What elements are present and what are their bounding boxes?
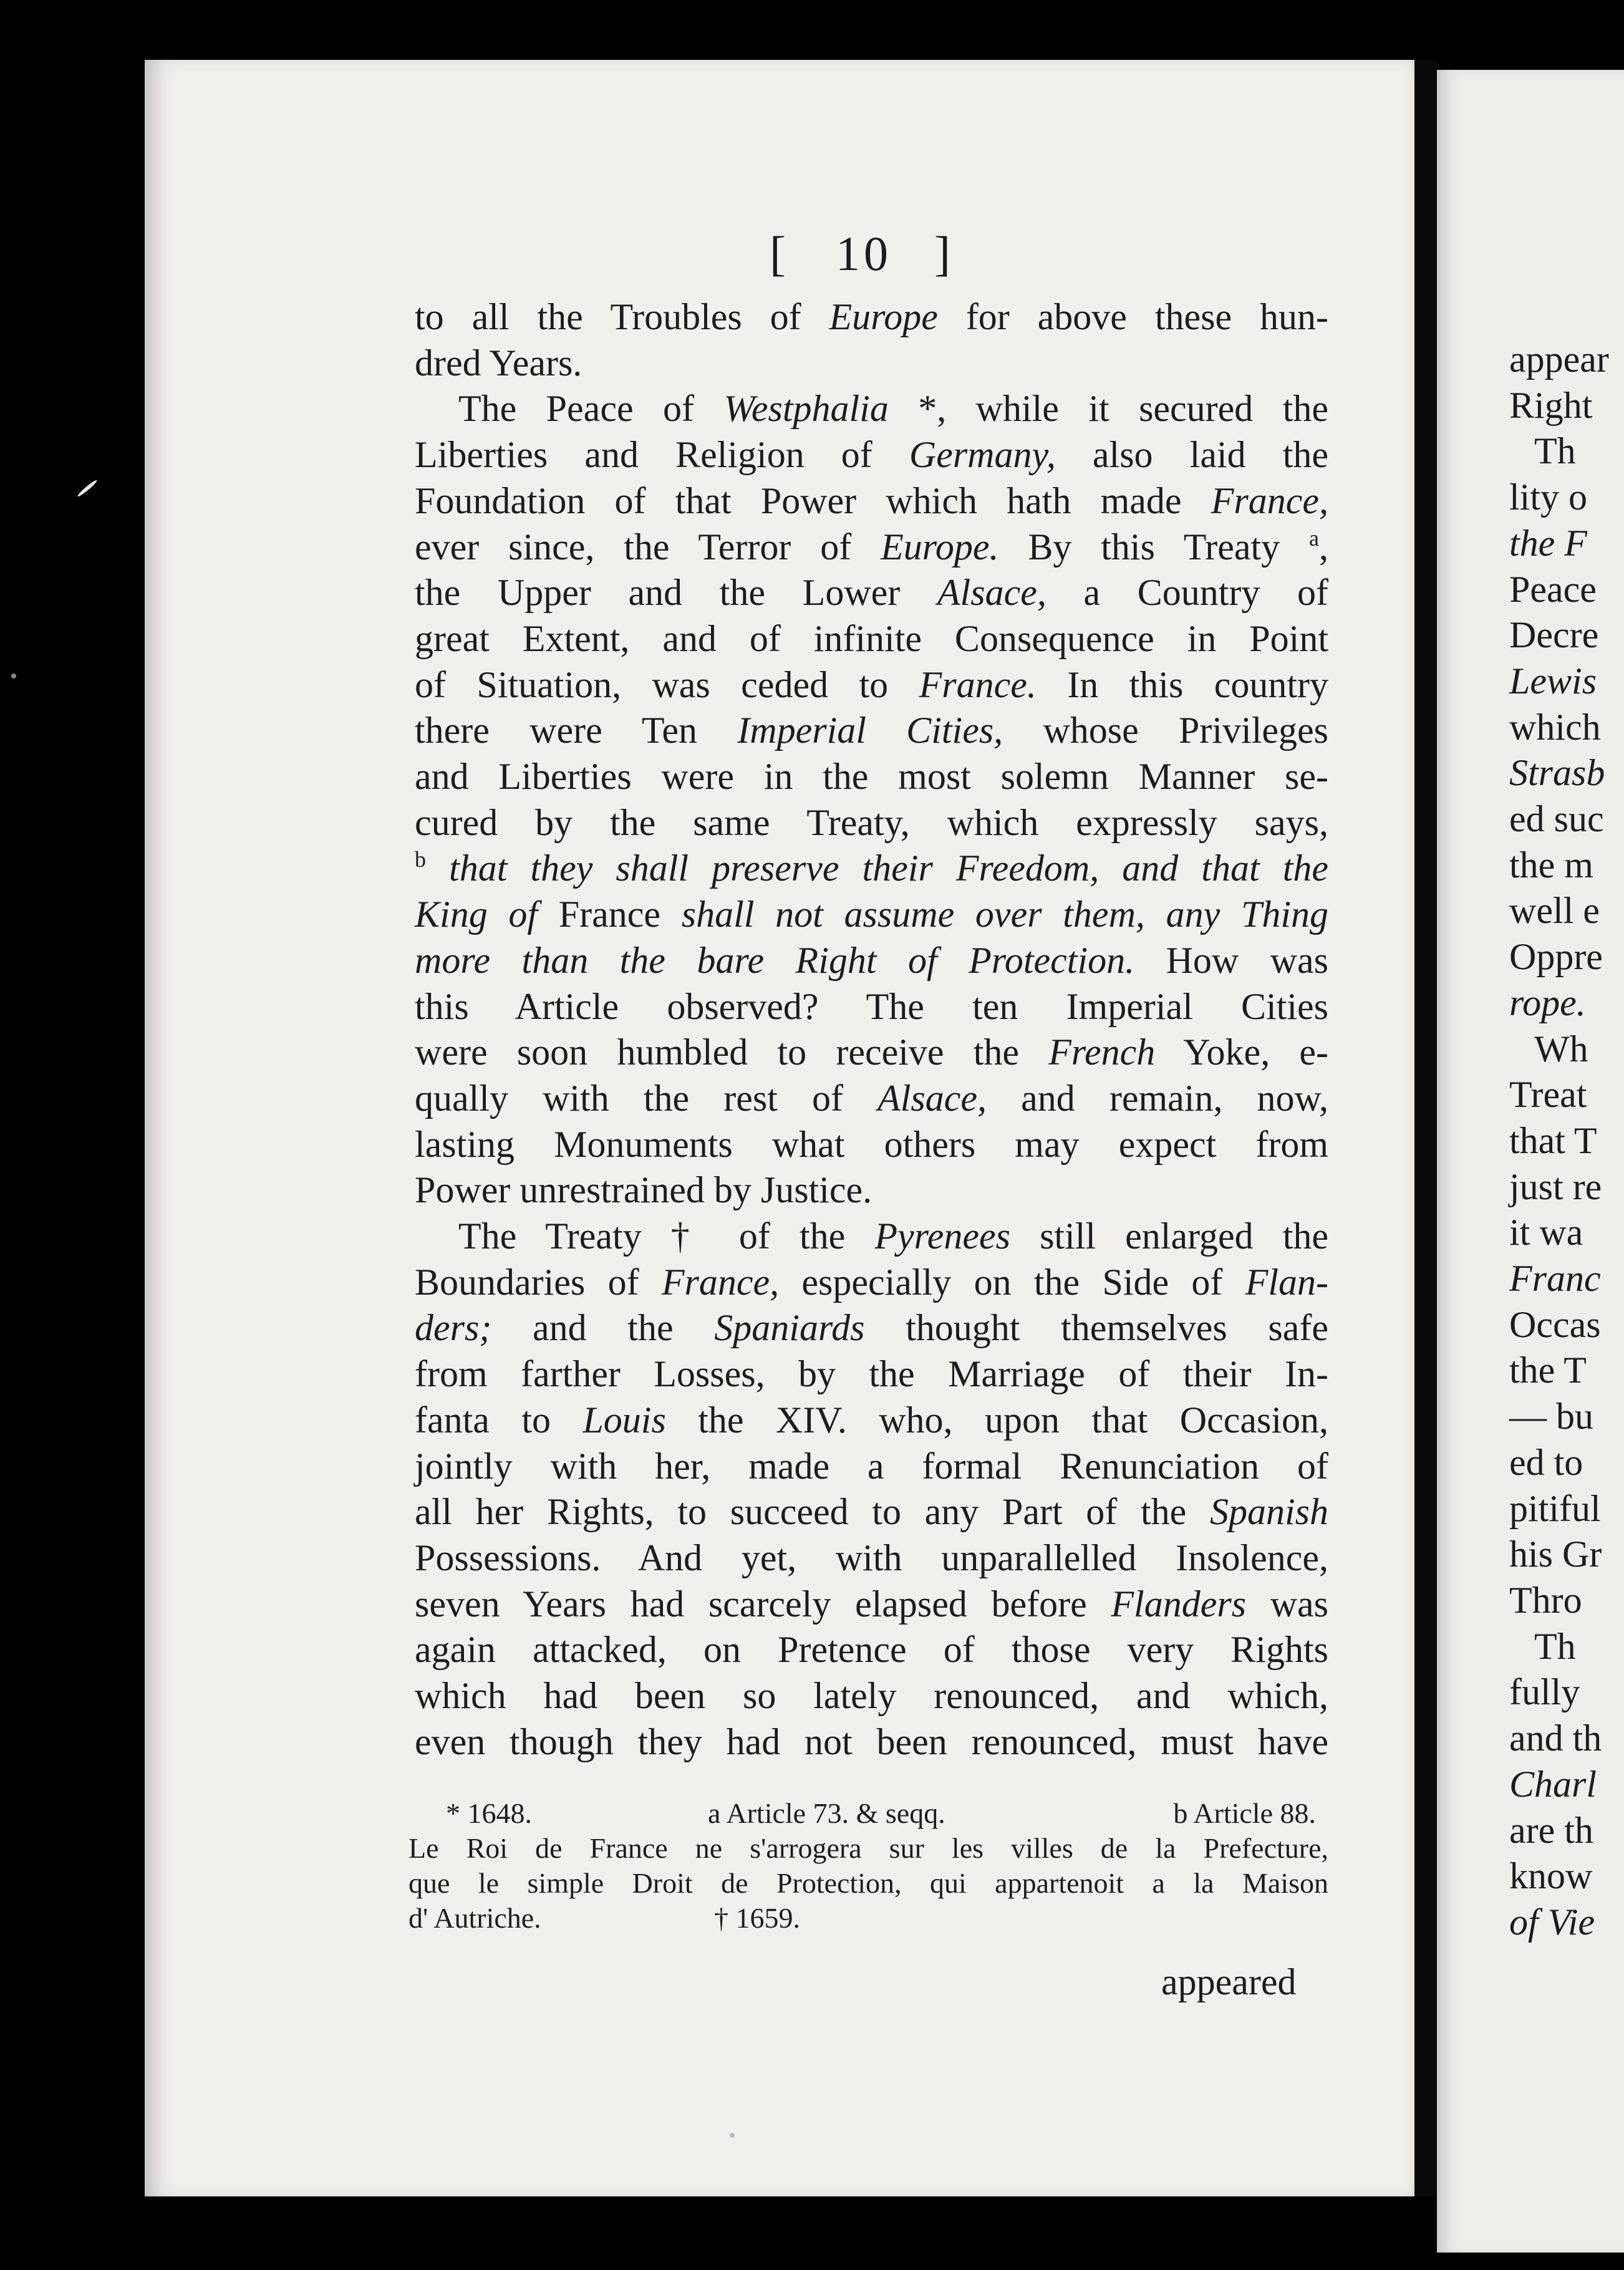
italic-text: France. xyxy=(919,664,1037,705)
footnotes xyxy=(408,1796,1328,1936)
text-run: there were Ten xyxy=(415,710,738,751)
right-page-line: which xyxy=(1509,706,1601,748)
right-page-line: of Vie xyxy=(1509,1901,1595,1943)
right-page-line: — bu xyxy=(1509,1396,1593,1437)
text-line xyxy=(415,1214,1328,1260)
text-run: Possessions. And yet, with unparallelled Insolence, xyxy=(415,1537,1328,1578)
text-line xyxy=(415,662,1328,708)
right-page-line: ed to xyxy=(1509,1441,1583,1483)
italic-text: that they shall preserve their Freedom, and that the xyxy=(426,848,1328,889)
text-line xyxy=(415,386,1328,432)
text-run: The Peace of xyxy=(458,388,724,430)
italic-text: Alsace, xyxy=(877,1077,987,1119)
text-line xyxy=(415,800,1328,846)
footnote-line: que le simple Droit de Protection, qui appartenoit a la Maison xyxy=(408,1867,1328,1899)
text-run: and the xyxy=(491,1307,715,1349)
right-page-line: the T xyxy=(1509,1350,1587,1391)
italic-text: Flanders xyxy=(1111,1583,1247,1625)
text-run: which had been so lately renounced, and which, xyxy=(415,1675,1328,1717)
text-line xyxy=(415,1305,1328,1351)
right-page-line: Peace xyxy=(1509,568,1597,610)
italic-text: more than the bare Right of Protection. xyxy=(415,939,1135,981)
margin-mark xyxy=(77,479,98,498)
text-run: Boundaries of xyxy=(415,1261,662,1303)
text-run: qually with the rest of xyxy=(415,1077,878,1119)
text-line xyxy=(415,754,1328,800)
footnote-b: b Article 88. xyxy=(1173,1797,1316,1829)
text-line xyxy=(415,1076,1328,1122)
text-line xyxy=(415,432,1328,478)
footnote-a: a Article 73. & seqq. xyxy=(708,1797,945,1829)
italic-text: Imperial Cities, xyxy=(737,710,1003,751)
text-run: thought themselves safe xyxy=(864,1307,1328,1349)
text-line xyxy=(415,1535,1328,1582)
page-header xyxy=(762,220,954,288)
text-run: of Situation, was ceded to xyxy=(415,664,919,705)
text-run: lasting Monuments what others may expect from xyxy=(415,1123,1328,1165)
right-page-line: the m xyxy=(1509,844,1593,886)
text-run: great Extent, and of infinite Consequence in Point xyxy=(415,617,1328,659)
right-page-line: rope. xyxy=(1509,982,1586,1023)
text-line xyxy=(415,1582,1328,1628)
text-run: *, while it secured the xyxy=(888,388,1328,430)
text-line xyxy=(415,616,1328,662)
right-page-line: Franc xyxy=(1509,1258,1601,1300)
right-page-text xyxy=(1509,337,1624,1946)
right-page-line: Occas xyxy=(1509,1303,1601,1345)
text-line xyxy=(415,1122,1328,1168)
text-run: and Liberties were in the most solemn Manner se- xyxy=(415,756,1328,798)
text-run: again attacked, on Pretence of those very Rights xyxy=(415,1629,1328,1671)
right-page-line: well e xyxy=(1509,890,1600,932)
text-run: was xyxy=(1246,1583,1329,1625)
text-run: The Treaty † of the xyxy=(458,1215,875,1257)
text-line xyxy=(415,708,1328,754)
right-page-line: Wh xyxy=(1534,1028,1588,1070)
right-page-line: Right xyxy=(1509,384,1593,426)
italic-text: Europe. xyxy=(881,526,999,568)
right-page-line: are th xyxy=(1509,1809,1593,1851)
text-line xyxy=(415,478,1328,524)
right-page-line: Treat xyxy=(1509,1074,1587,1116)
text-run: still enlarged the xyxy=(1010,1215,1328,1257)
right-page-line: Decre xyxy=(1509,614,1599,656)
text-run: the XIV. who, upon that Occasion, xyxy=(665,1399,1328,1441)
right-page-line: pitiful xyxy=(1509,1487,1601,1529)
right-page-line: just re xyxy=(1509,1166,1602,1207)
right-page-line: fully xyxy=(1509,1671,1580,1713)
catchword: appeared xyxy=(1161,1961,1297,2002)
italic-text: Alsace, xyxy=(937,572,1046,614)
italic-text: Louis xyxy=(582,1399,666,1441)
italic-text: Spaniards xyxy=(714,1307,865,1349)
text-line xyxy=(415,340,1328,387)
text-line xyxy=(415,1627,1328,1673)
text-run: from farther Losses, by the Marriage of their In- xyxy=(415,1353,1328,1395)
text-run: , xyxy=(1319,526,1328,568)
right-page-line: his Gr xyxy=(1509,1533,1602,1575)
right-page-line: appear xyxy=(1509,339,1609,380)
header-bracket-open: [ xyxy=(770,226,790,281)
header-bracket-close: ] xyxy=(934,226,954,281)
text-run: for above these hun- xyxy=(937,296,1329,337)
text-run: Foundation of that Power which hath made xyxy=(415,480,1211,521)
text-run: dred Years. xyxy=(415,342,582,384)
text-line xyxy=(415,1719,1328,1765)
text-run: especially on the Side of xyxy=(779,1261,1245,1303)
text-run: all her Rights, to succeed to any Part of the xyxy=(415,1491,1210,1533)
text-line xyxy=(415,1167,1328,1214)
right-page-line: ed suc xyxy=(1509,798,1604,840)
text-line xyxy=(415,846,1328,892)
footnote-marker: a xyxy=(1309,525,1319,551)
italic-text: Germany, xyxy=(909,434,1056,476)
text-run: and remain, now, xyxy=(987,1077,1328,1119)
footnote-star: * 1648. xyxy=(446,1797,532,1829)
text-run: ever since, the Terror of xyxy=(415,526,881,568)
right-page-line: Charl xyxy=(1509,1763,1597,1805)
italic-text: Spanish xyxy=(1209,1491,1328,1533)
italic-text: France, xyxy=(1211,480,1328,521)
right-page-line: that T xyxy=(1509,1119,1597,1161)
text-line xyxy=(415,1673,1328,1719)
italic-text: French xyxy=(1048,1031,1156,1073)
text-run: Yoke, e- xyxy=(1155,1031,1328,1073)
text-line xyxy=(415,1030,1328,1076)
text-line xyxy=(415,892,1328,938)
text-line xyxy=(415,1260,1328,1306)
text-run: fanta to xyxy=(415,1399,583,1441)
text-run: a Country of xyxy=(1046,572,1329,614)
scan-speck xyxy=(730,2133,735,2138)
right-page-line: Th xyxy=(1534,430,1576,472)
text-run: By this Treaty xyxy=(998,526,1310,568)
text-run: jointly with her, made a formal Renunciation of xyxy=(415,1445,1328,1487)
italic-text: Pyrenees xyxy=(874,1215,1010,1257)
italic-text: Europe xyxy=(829,296,938,337)
text-line xyxy=(415,1489,1328,1535)
right-page-line: Thro xyxy=(1509,1579,1582,1621)
right-page-line: it wa xyxy=(1509,1212,1583,1253)
text-run: France xyxy=(538,894,682,935)
text-run: cured by the same Treaty, which expressly says, xyxy=(415,801,1328,843)
italic-text: Westphalia xyxy=(723,388,889,430)
text-line xyxy=(415,1444,1328,1490)
italic-text: Flan- xyxy=(1245,1261,1328,1303)
text-run: were soon humbled to receive the xyxy=(415,1031,1049,1073)
right-page-line: Strasb xyxy=(1509,752,1605,794)
book-gutter xyxy=(1414,60,1437,2196)
text-run: How was xyxy=(1134,939,1328,981)
footnote-dagger: † 1659. xyxy=(714,1902,800,1934)
text-run: also laid the xyxy=(1055,434,1328,476)
italic-text: France, xyxy=(661,1261,780,1303)
text-line xyxy=(415,1398,1328,1444)
body-text xyxy=(415,294,1328,1765)
italic-text: ders; xyxy=(415,1307,492,1349)
footnote-line: d' Autriche. xyxy=(408,1902,541,1934)
right-page-line: Lewis xyxy=(1509,660,1597,702)
text-line xyxy=(415,294,1328,340)
text-run: this Article observed? The ten Imperial Cities xyxy=(415,985,1328,1027)
right-page-line: lity o xyxy=(1509,476,1588,518)
text-run: Liberties and Religion of xyxy=(415,434,909,476)
right-page-line: know xyxy=(1509,1855,1593,1897)
right-page-line: the F xyxy=(1509,522,1587,564)
text-run: the Upper and the Lower xyxy=(415,572,937,614)
text-run: whose Privileges xyxy=(1003,710,1328,751)
right-page-line: Th xyxy=(1534,1625,1576,1667)
text-run: In this country xyxy=(1036,664,1328,705)
text-line xyxy=(415,570,1328,616)
text-run: Power unrestrained by Justice. xyxy=(415,1169,872,1211)
text-line xyxy=(415,1351,1328,1398)
footnote-last-row xyxy=(408,1901,1328,1936)
text-run: to all the Troubles of xyxy=(415,296,829,337)
italic-text: shall not assume over them, any Thing xyxy=(681,894,1328,935)
text-run: seven Years had scarcely elapsed before xyxy=(415,1583,1111,1625)
text-run: even though they had not been renounced, must have xyxy=(415,1721,1328,1762)
right-page-line: and th xyxy=(1509,1717,1602,1759)
right-page-line: Oppre xyxy=(1509,936,1603,978)
scan-speck xyxy=(11,674,16,679)
footnote-line: Le Roi de France ne s'arrogera sur les villes de la Prefecture, xyxy=(408,1832,1328,1864)
text-line xyxy=(415,938,1328,984)
text-line xyxy=(415,524,1328,571)
italic-text: King of xyxy=(415,894,538,935)
text-line xyxy=(415,984,1328,1030)
page-number: 10 xyxy=(836,226,892,281)
footnote-refs xyxy=(408,1796,1328,1831)
footnote-marker: b xyxy=(415,847,426,872)
